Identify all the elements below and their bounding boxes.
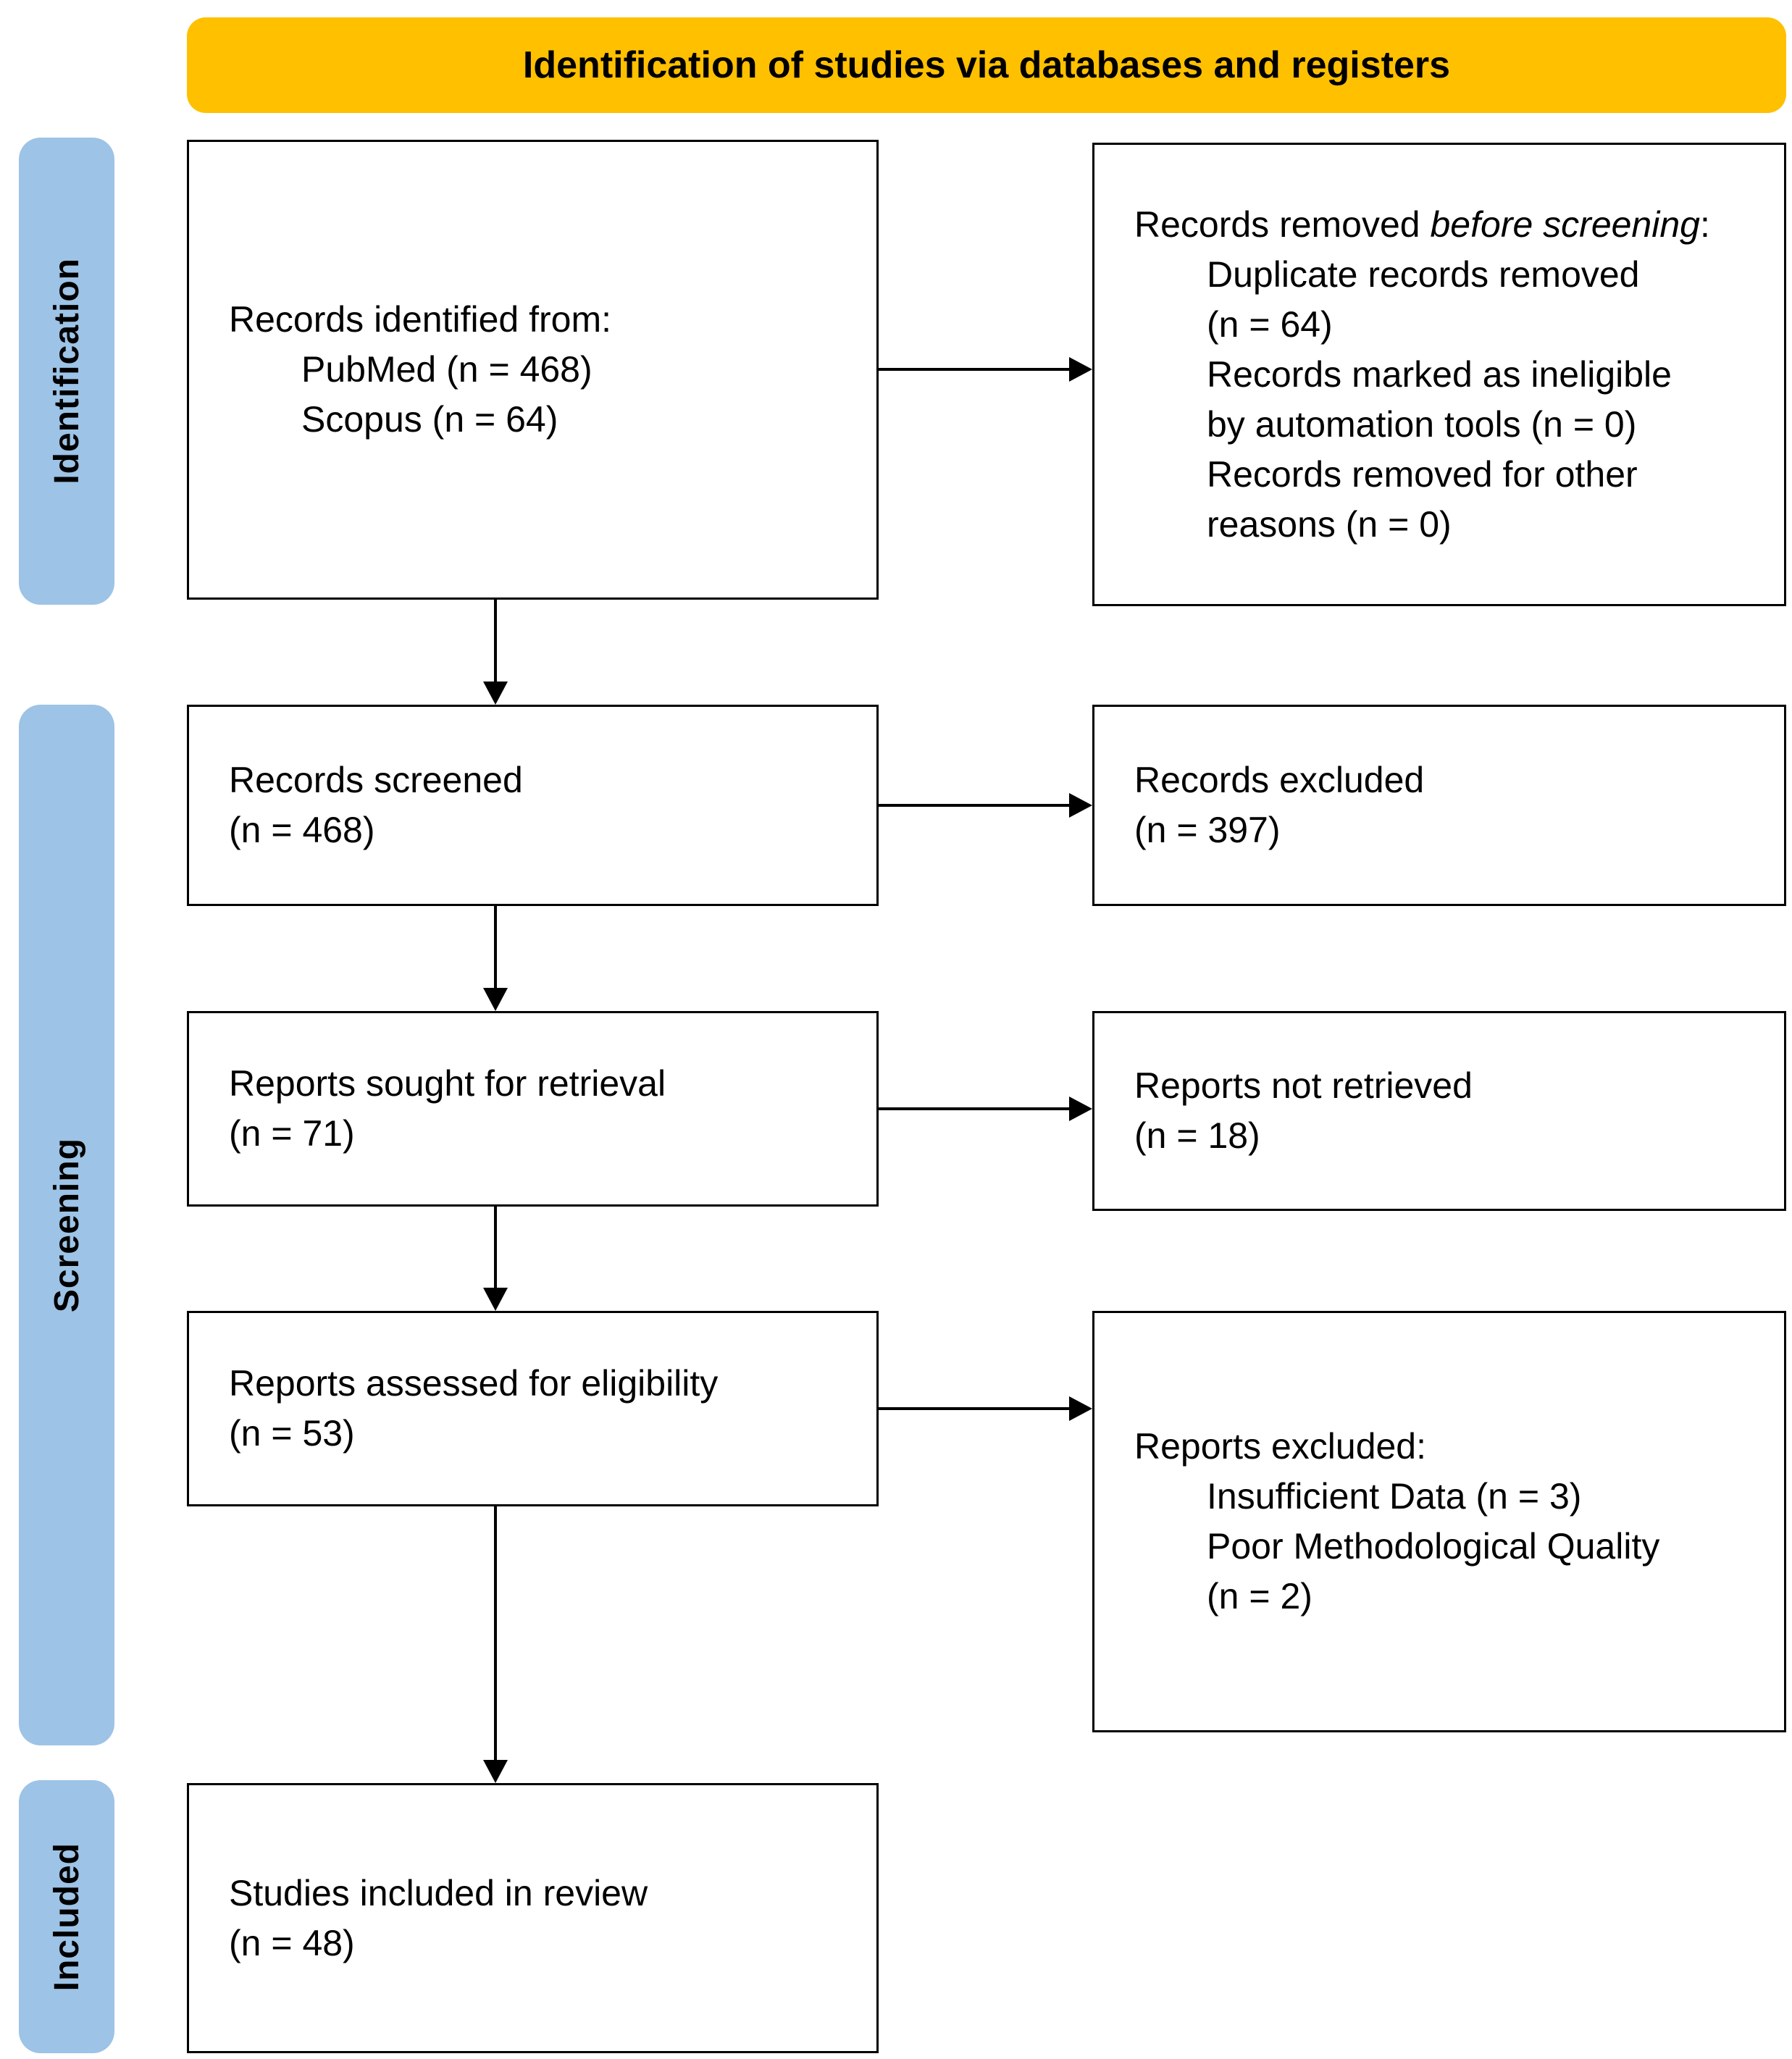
box-line: (n = 53) — [229, 1413, 355, 1454]
box-line: Reports not retrieved — [1134, 1065, 1473, 1106]
box-records-excluded — [1092, 705, 1786, 906]
box-item: Records removed for other reasons (n = 0) — [1207, 453, 1638, 545]
box-records-removed — [1092, 143, 1786, 606]
box-title: Reports excluded: — [1134, 1426, 1427, 1467]
box-line: Records screened — [229, 760, 523, 800]
stage-identification — [19, 138, 114, 605]
box-line: (n = 468) — [229, 810, 375, 850]
box-line: Studies included in review — [229, 1872, 648, 1913]
box-item: Duplicate records removed (n = 64) — [1207, 253, 1640, 345]
box-item: Poor Methodological Quality (n = 2) — [1207, 1526, 1660, 1616]
arrow-head-icon — [483, 988, 508, 1011]
box-records-screened — [187, 705, 879, 906]
arrow-head-icon — [483, 682, 508, 705]
stage-included — [19, 1780, 114, 2053]
box-line: (n = 48) — [229, 1922, 355, 1963]
stage-label-included: Included — [47, 1842, 86, 1992]
box-line: (n = 18) — [1134, 1115, 1260, 1156]
arrow-line — [879, 804, 1069, 807]
arrow-line — [494, 1506, 497, 1760]
box-reports-not-retrieved — [1092, 1011, 1786, 1211]
stage-screening — [19, 705, 114, 1745]
box-studies-included — [187, 1783, 879, 2053]
arrow-head-icon — [483, 1760, 508, 1783]
banner — [187, 17, 1786, 113]
box-records-identified — [187, 140, 879, 600]
arrow-line — [494, 1207, 497, 1288]
box-reports-sought — [187, 1011, 879, 1207]
arrow-line — [879, 1107, 1069, 1110]
box-title — [1134, 200, 1710, 250]
arrow-head-icon — [483, 1288, 508, 1311]
arrow-head-icon — [1069, 793, 1092, 818]
box-item: PubMed (n = 468) — [301, 349, 593, 390]
title-colon: : — [1699, 204, 1710, 245]
title-text: Records removed — [1134, 204, 1431, 245]
title-italic-text: before screening — [1430, 204, 1700, 245]
box-reports-excluded — [1092, 1311, 1786, 1732]
box-line: Records excluded — [1134, 760, 1425, 800]
banner-title: Identification of studies via databases and registers — [522, 44, 1451, 86]
box-item: Insufficient Data (n = 3) — [1207, 1476, 1582, 1517]
box-line: (n = 71) — [229, 1113, 355, 1154]
box-title: Records identified from: — [229, 299, 612, 340]
box-line: (n = 397) — [1134, 810, 1281, 850]
box-item: Records marked as ineligible by automation tools (n = 0) — [1207, 353, 1672, 445]
arrow-line — [879, 1407, 1069, 1410]
box-reports-assessed — [187, 1311, 879, 1506]
box-line: Reports sought for retrieval — [229, 1063, 666, 1104]
stage-label-screening: Screening — [47, 1137, 86, 1313]
box-item: Scopus (n = 64) — [301, 399, 558, 440]
arrow-head-icon — [1069, 1096, 1092, 1121]
box-line: Reports assessed for eligibility — [229, 1363, 719, 1404]
arrow-line — [879, 368, 1069, 371]
stage-label-identification: Identification — [47, 258, 86, 485]
arrow-head-icon — [1069, 357, 1092, 382]
arrow-line — [494, 600, 497, 684]
arrow-line — [494, 906, 497, 988]
arrow-head-icon — [1069, 1396, 1092, 1421]
